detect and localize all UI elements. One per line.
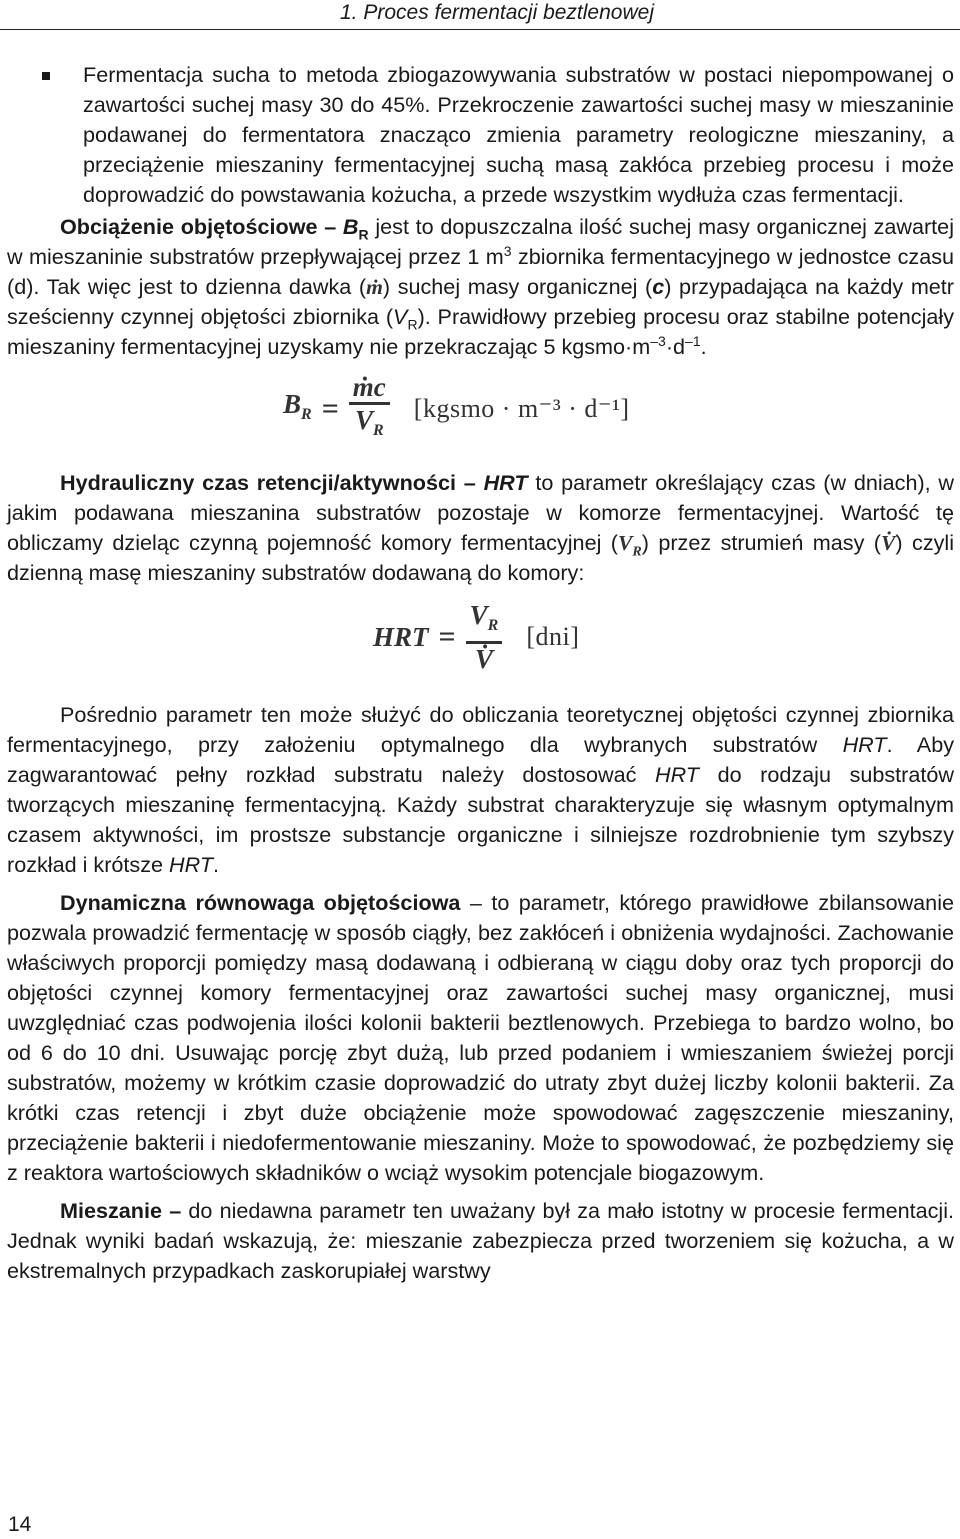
header-rule: [0, 29, 960, 30]
paragraph-hrt: [7, 468, 954, 588]
formula-volumetric-load: [283, 372, 954, 446]
indirect-text-2: . Aby zagwarantować pełny rozkład substratu należy dostosować: [7, 732, 954, 787]
symbol-c: c: [652, 274, 665, 299]
text-part-5: ). Prawidłowy przebieg procesu oraz stabilne potencjały mieszaniny fermentacyjnej uzyskamy nie przekraczając 5 kgsmo·m: [7, 304, 955, 359]
paragraph-indirect: [7, 700, 954, 880]
term-dynamic-balance: Dynamiczna równowaga objętościowa: [60, 890, 461, 915]
term-hrt: Hydrauliczny czas retencji/aktywności: [60, 470, 456, 495]
formula1-fraction: [349, 372, 390, 446]
formula1-equals: =: [321, 392, 339, 425]
hrt-italic-2: HRT: [655, 762, 699, 787]
superscript-d: –1: [685, 332, 701, 349]
volume-flow-symbol: V̇: [881, 531, 896, 555]
term-mixing: Mieszanie: [60, 1198, 163, 1223]
superscript-m: –3: [650, 332, 666, 349]
hrt-text-2: ) przez strumień masy (: [641, 530, 881, 555]
term-dash: –: [469, 890, 482, 915]
chapter-title: 1. Proces fermentacji beztlenowej: [340, 1, 654, 24]
page-body: [7, 60, 954, 1286]
formula1-numerator: ṁc: [352, 372, 386, 402]
formula2-numerator: $V_R$: [469, 600, 499, 634]
formula2-equals: =: [438, 620, 456, 653]
formula-hrt: [373, 600, 954, 674]
bullet-paragraph-dry-fermentation: [7, 60, 954, 210]
text-part-6: ·d: [665, 334, 686, 359]
bullet-text: Fermentacja sucha to metoda zbiogazowywania substratów w postaci niepompowanej o zawartości suchej masy 30 do 45%. Przekroczenie zawartości suchej masy w mieszaninie podawanej do fermentatora znacząco zmienia parametry reologiczne mieszaniny, a przeciążenie mieszaniny fermentacyjnej suchą masą zakłóca przebieg procesu i może doprowadzić do powstawania kożucha, a przede wszystkim wydłuża czas fermentacji.: [83, 62, 954, 207]
text-part-1: jest to dopuszczalna ilość suchej masy organicznej zawartej w mieszaninie substratów przepływającej przez 1 m: [7, 214, 954, 269]
term-dash: –: [169, 1198, 182, 1223]
indirect-text-3: do rodzaju substratów tworzących mieszaninę fermentacyjną. Każdy substrat charakteryzuje się własnym optymalnym czasem aktywności, im prostsze substancje organiczne i silniejsze rozdrobnienie tym szybszy rozkład i krótsze: [7, 762, 954, 877]
paragraph-volumetric-load: [7, 212, 954, 362]
text-part-3: ) suchej masy organicznej (: [382, 274, 653, 299]
symbol-b-subscript: R: [358, 226, 369, 243]
term-dash: –: [324, 214, 337, 239]
formula1-denominator: $V_R$: [354, 405, 384, 439]
formula2-denominator: V̇: [474, 644, 493, 674]
text-part-2: zbiornika fermentacyjnego w jednostce czasu (d). Tak więc jest to dzienna dawka (: [7, 244, 955, 299]
formula1-lhs: $B_R$: [283, 388, 312, 423]
symbol-v: V: [393, 304, 408, 329]
indirect-text-4: .: [213, 852, 220, 877]
paragraph-dynamic-balance: [7, 888, 954, 1188]
paragraph-mixing: [7, 1196, 954, 1286]
formula2-lhs: HRT: [373, 622, 429, 652]
term-volumetric-load: Obciążenie objętościowe: [60, 214, 318, 239]
abbr-hrt: HRT: [483, 470, 528, 495]
formula2-unit: [dni]: [526, 622, 580, 651]
mixing-text: do niedawna parametr ten uważany był za mało istotny w procesie fermentacji. Jednak wyniki badań wskazują, że: mieszanie zabezpiecza przed tworzeniem się kożucha, a w ekstremalnych przypadkach zaskorupiałej warstwy: [7, 1198, 954, 1283]
symbol-b: B: [342, 214, 359, 239]
indirect-text-1: Pośrednio parametr ten może służyć do obliczania teoretycznej objętości czynnej zbiornika fermentacyjnego, przy założeniu optymalnego dla wybranych substratów: [7, 702, 954, 757]
page-number: 14: [8, 1513, 32, 1536]
hrt-text-3: ) czyli dzienną masę mieszaniny substratów dodawaną do komory:: [7, 530, 955, 585]
text-part-4: ) przypadająca na każdy metr sześcienny czynnej objętości zbiornika (: [7, 274, 955, 329]
running-header: [0, 0, 960, 34]
formula2-fraction: [466, 600, 503, 674]
term-dash: –: [463, 470, 476, 495]
hrt-italic-1: HRT: [842, 732, 887, 757]
text-part-7: .: [700, 334, 707, 359]
formula1-unit: [kgsmo · m⁻³ · d⁻¹]: [413, 394, 630, 423]
cubic-superscript: 3: [503, 242, 512, 259]
mass-flow-symbol: ṁ: [366, 275, 383, 299]
hrt-italic-3: HRT: [169, 852, 214, 877]
symbol-v-subscript: R: [407, 316, 418, 333]
dynamic-balance-text: to parametr, którego prawidłowe zbilansowanie pozwala prowadzić fermentację w sposób ciągły, bez zakłóceń i obniżenia wydajności. Zachowanie właściwych proporcji pomiędzy masą dodawaną i odbieraną w ciągu doby oraz tych proporcji do objętości czynnej komory fermentacyjnej oraz zawartości suchej masy organicznej, musi uwzględniać czas podwojenia ilości kolonii bakterii beztlenowych. Przebiega to bardzo wolno, bo od 6 do 10 dni. Usuwając porcję zbyt dużą, lub przed podaniem i wmieszaniem świeżej porcji substratów, możemy w krótkim czasie doprowadzić do utraty zbyt dużej liczby kolonii bakterii. Za krótki czas retencji i zbyt duże obciążenie może spowodować zagęszczenie mieszaniny, przeciążenie bakterii i niedofermentowanie mieszaniny. Może to spowodować, że pozbędziemy się z reaktora wartościowych składników o wciąż wysokim potencjale biogazowym.: [7, 890, 954, 1185]
square-bullet-icon: [42, 72, 50, 80]
vr-symbol: $V_R$: [617, 531, 642, 560]
hrt-text-1: to parametr określający czas (w dniach), w jakim podawana mieszanina substratów pozostaje w komorze fermentacyjnej. Wartość tę obliczamy dzieląc czynną pojemność komory fermentacyjnej (: [7, 470, 955, 555]
